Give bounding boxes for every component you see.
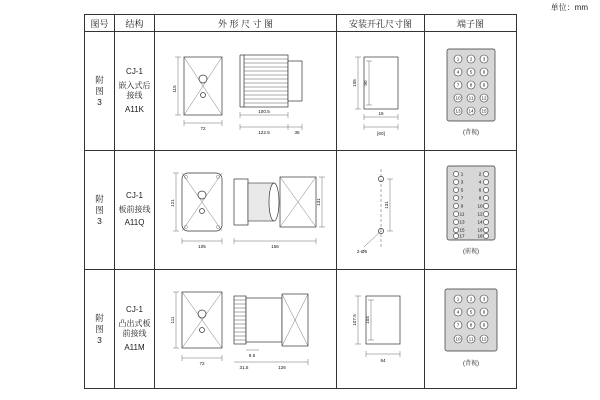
terminal-note: (背视) (462, 361, 479, 367)
header-structure: 结构 (115, 15, 155, 32)
drawing-no-char: 图 (95, 323, 104, 334)
svg-text:11: 11 (468, 95, 473, 101)
table-header-row (85, 15, 517, 32)
cell-outline-drawing (155, 32, 337, 151)
dim-126: 126 (277, 365, 286, 370)
svg-text:2: 2 (469, 56, 472, 62)
svg-text:18: 18 (476, 233, 483, 239)
dim-105: 105 (351, 79, 357, 87)
svg-text:5: 5 (469, 69, 472, 75)
outline-drawing-row3 (156, 274, 336, 384)
drawing-no-char: 图 (95, 85, 104, 96)
drawing-no-char: 图 (95, 204, 104, 215)
header-outline: 外 形 尺 寸 图 (155, 15, 337, 32)
structure-desc: 板前接线 (118, 204, 151, 214)
dim-90: 90 (362, 80, 368, 86)
svg-text:5: 5 (460, 187, 463, 193)
dim-105: 105 (197, 244, 206, 249)
svg-text:12: 12 (476, 211, 483, 217)
structure-desc: 嵌入式后接线 (118, 80, 151, 100)
svg-text:3: 3 (460, 179, 463, 185)
svg-text:7: 7 (456, 322, 459, 328)
cell-terminal-drawing (425, 32, 517, 151)
hole-drawing-row1 (338, 35, 424, 147)
cell-structure (115, 270, 155, 389)
svg-text:4: 4 (478, 179, 481, 185)
dim-72: 72 (199, 126, 206, 131)
dim-35: 35 (293, 130, 300, 135)
cell-drawing-no (85, 270, 115, 389)
cell-terminal-drawing (425, 151, 517, 270)
drawing-no-char: 附 (95, 193, 104, 204)
header-drawing-no: 图号 (85, 15, 115, 32)
svg-text:15: 15 (458, 227, 465, 233)
dim-9-5: 9.5 (248, 353, 255, 358)
svg-text:9: 9 (460, 203, 463, 209)
svg-text:13: 13 (458, 219, 465, 225)
outline-drawing-row2 (156, 155, 336, 265)
dim-111: 111 (169, 316, 175, 324)
svg-text:2: 2 (469, 296, 472, 302)
dim-16: 16 (377, 111, 384, 116)
dim-72: 72 (198, 361, 205, 366)
svg-text:4: 4 (456, 69, 459, 75)
svg-text:8: 8 (469, 322, 472, 328)
table-row (85, 151, 517, 270)
structure-code: A11K (125, 104, 144, 114)
dim-104: 104 (364, 316, 370, 324)
cell-hole-drawing (337, 32, 425, 151)
dim-131: 131 (315, 198, 321, 206)
svg-text:2: 2 (478, 171, 481, 177)
structure-model: CJ-1 (126, 305, 143, 314)
svg-text:6: 6 (482, 309, 485, 315)
header-terminal: 端子图 (425, 15, 517, 32)
drawing-no-char: 附 (95, 312, 104, 323)
svg-text:12: 12 (480, 336, 487, 342)
table-row (85, 270, 517, 389)
svg-text:14: 14 (476, 219, 483, 225)
dim-107-5: 107.5 (351, 314, 357, 326)
drawing-no-char: 3 (97, 215, 102, 226)
svg-text:4: 4 (456, 309, 459, 315)
svg-text:9: 9 (482, 82, 485, 88)
svg-text:5: 5 (469, 309, 472, 315)
cell-drawing-no (85, 151, 115, 270)
table-row (85, 32, 517, 151)
hole-drawing-row2 (338, 155, 424, 265)
unit-note: 单位：mm (550, 3, 588, 12)
svg-text:11: 11 (459, 211, 464, 217)
spec-table (84, 14, 517, 389)
structure-model: CJ-1 (126, 67, 143, 76)
drawing-no-char: 3 (97, 96, 102, 107)
structure-desc: 凸出式板前接线 (118, 318, 151, 338)
cell-structure (115, 32, 155, 151)
dim-31-5: 31.5 (239, 365, 248, 370)
drawing-no-char: 3 (97, 334, 102, 345)
terminal-drawing-row2 (427, 162, 515, 258)
dim-122-5: 122.5 (257, 130, 270, 135)
dim-121: 121 (169, 199, 175, 207)
header-hole: 安装开孔尺寸图 (337, 15, 425, 32)
dim-156: 156 (270, 244, 279, 249)
terminal-note: (背视) (462, 130, 479, 136)
svg-text:6: 6 (482, 69, 485, 75)
svg-text:7: 7 (456, 82, 459, 88)
structure-model: CJ-1 (126, 191, 143, 201)
dim-64: 64 (379, 358, 386, 363)
cell-structure (115, 151, 155, 270)
svg-text:1: 1 (456, 56, 459, 62)
cell-drawing-no (85, 32, 115, 151)
svg-text:10: 10 (476, 203, 483, 209)
hole-drawing-row3 (338, 274, 424, 384)
svg-text:8: 8 (478, 195, 481, 201)
structure-code: A11M (124, 342, 145, 352)
cell-outline-drawing (155, 270, 337, 389)
svg-text:11: 11 (468, 336, 473, 342)
drawing-no-char: 附 (95, 74, 104, 85)
dim-2-phi5: 2-Ø5 (356, 249, 367, 254)
svg-text:6: 6 (478, 187, 481, 193)
dim-60: [60] (376, 131, 385, 136)
svg-text:1: 1 (460, 171, 463, 177)
svg-text:3: 3 (482, 56, 485, 62)
svg-text:10: 10 (454, 336, 461, 342)
terminal-drawing-row3 (427, 281, 515, 377)
cell-terminal-drawing (425, 270, 517, 389)
svg-text:17: 17 (458, 233, 465, 239)
dim-115: 115 (171, 85, 177, 93)
svg-text:7: 7 (460, 195, 463, 201)
svg-text:1: 1 (456, 296, 459, 302)
terminal-note: (前视) (462, 249, 479, 255)
svg-text:10: 10 (454, 95, 461, 101)
outline-drawing-row1 (156, 35, 336, 147)
svg-text:15: 15 (480, 108, 487, 114)
cell-hole-drawing (337, 151, 425, 270)
dim-100-5: 100.5 (257, 109, 270, 114)
svg-text:14: 14 (467, 108, 474, 114)
structure-code: A11Q (124, 218, 145, 228)
terminal-drawing-row1 (427, 43, 515, 139)
svg-text:16: 16 (476, 227, 483, 233)
svg-text:9: 9 (482, 322, 485, 328)
dim-131: 131 (383, 201, 389, 209)
svg-text:12: 12 (480, 95, 487, 101)
cell-hole-drawing (337, 270, 425, 389)
svg-text:13: 13 (454, 108, 461, 114)
svg-text:3: 3 (482, 296, 485, 302)
cell-outline-drawing (155, 151, 337, 270)
svg-text:8: 8 (469, 82, 472, 88)
